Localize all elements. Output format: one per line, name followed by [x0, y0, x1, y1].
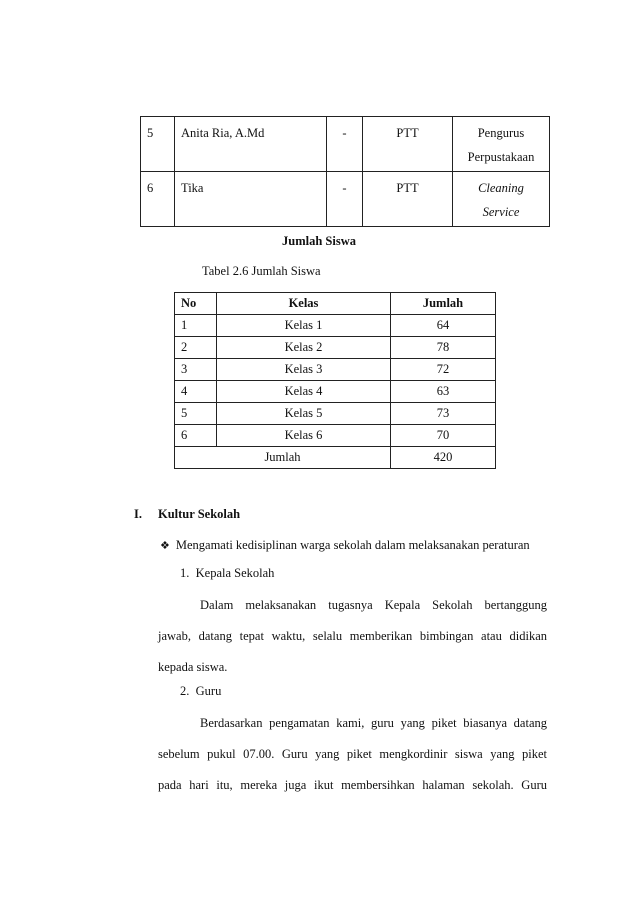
table-header-row: [175, 293, 496, 315]
row-kelas: Kelas 6: [217, 425, 391, 447]
row-jumlah: 63: [391, 381, 496, 403]
staff-duty-line2: Perpustakaan: [467, 150, 535, 164]
row-kelas: Kelas 5: [217, 403, 391, 425]
paragraph-line: kepada siswa.: [158, 660, 228, 674]
staff-col3: -: [327, 172, 363, 227]
row-jumlah: 73: [391, 403, 496, 425]
table-row: [175, 315, 496, 337]
total-label: Jumlah: [175, 447, 391, 469]
bullet-text: Mengamati kedisiplinan warga sekolah dalam melaksanakan peraturan: [175, 538, 530, 552]
header-kelas: Kelas: [217, 293, 391, 315]
row-kelas: Kelas 1: [217, 315, 391, 337]
row-jumlah: 78: [391, 337, 496, 359]
table-caption: Tabel 2.6 Jumlah Siswa: [202, 264, 321, 278]
table-total-row: [175, 447, 496, 469]
row-no: 1: [175, 315, 217, 337]
item-label: 2. Guru: [180, 684, 222, 698]
staff-duty-line1: Cleaning: [478, 181, 524, 195]
staff-status: PTT: [363, 172, 453, 227]
bullet-line: [160, 538, 530, 553]
header-no: No: [175, 293, 217, 315]
paragraph-line: pada hari itu, mereka juga ikut membersihkan halaman sekolah. Guru: [158, 778, 547, 792]
row-no: 5: [175, 403, 217, 425]
table-row: [175, 381, 496, 403]
section-heading: Jumlah Siswa: [282, 234, 356, 248]
paragraph-line: jawab, datang tepat waktu, selalu memberikan bimbingan atau didikan: [158, 629, 547, 643]
row-jumlah: 72: [391, 359, 496, 381]
paragraph-line: sebelum pukul 07.00. Guru yang piket mengkordinir siswa yang piket: [158, 747, 547, 761]
header-jumlah: Jumlah: [391, 293, 496, 315]
staff-duty: [453, 172, 550, 227]
staff-name: Anita Ria, A.Md: [175, 117, 327, 172]
table-row: [175, 337, 496, 359]
row-kelas: Kelas 4: [217, 381, 391, 403]
paragraph-line: Berdasarkan pengamatan kami, guru yang piket biasanya datang: [200, 716, 547, 730]
table-row: [141, 117, 550, 172]
row-jumlah: 70: [391, 425, 496, 447]
row-no: 4: [175, 381, 217, 403]
table-row: [175, 425, 496, 447]
paragraph-line: Dalam melaksanakan tugasnya Kepala Sekolah bertanggung: [200, 598, 547, 612]
diamond-bullet-icon: ❖: [160, 540, 170, 552]
staff-name: Tika: [175, 172, 327, 227]
staff-no: 5: [141, 117, 175, 172]
item-label: 1. Kepala Sekolah: [180, 566, 275, 580]
staff-status: PTT: [363, 117, 453, 172]
table-row: [141, 172, 550, 227]
staff-duty: [453, 117, 550, 172]
staff-no: 6: [141, 172, 175, 227]
row-no: 6: [175, 425, 217, 447]
row-jumlah: 64: [391, 315, 496, 337]
table-row: [175, 359, 496, 381]
section-number: I.: [134, 507, 142, 521]
row-kelas: Kelas 2: [217, 337, 391, 359]
section-title: Kultur Sekolah: [158, 507, 241, 521]
row-kelas: Kelas 3: [217, 359, 391, 381]
row-no: 2: [175, 337, 217, 359]
staff-duty-line2: Service: [482, 205, 520, 219]
staff-duty-line1: Pengurus: [477, 126, 525, 140]
staff-table: [140, 116, 550, 227]
row-no: 3: [175, 359, 217, 381]
table-row: [175, 403, 496, 425]
student-count-table: [174, 292, 496, 469]
staff-col3: -: [327, 117, 363, 172]
total-value: 420: [391, 447, 496, 469]
